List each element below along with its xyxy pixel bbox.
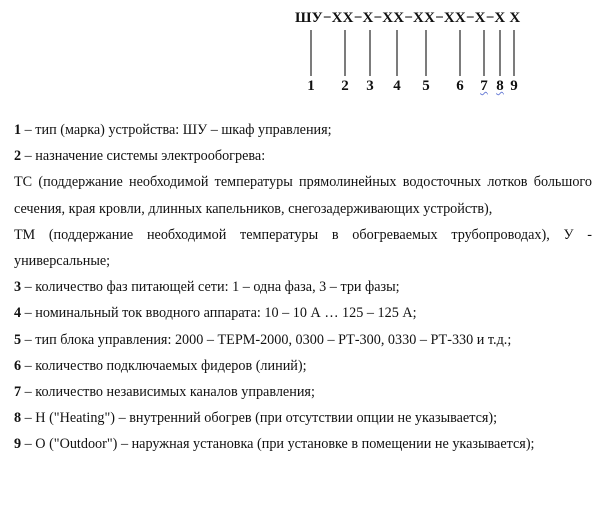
code-number-8: 8 [496, 78, 504, 94]
legend-item-5 [14, 327, 592, 353]
code-number-5: 5 [422, 78, 430, 94]
legend-item-3 [14, 274, 592, 300]
legend-number: 7 [14, 384, 22, 401]
legend-text: – О ("Outdoor") – наружная установка (при установке в помещении не указывается); [21, 436, 535, 453]
legend-number: 5 [14, 331, 22, 348]
legend-item-7 [14, 379, 592, 405]
code-diagram [0, 0, 600, 110]
code-number-6: 6 [456, 78, 464, 94]
legend-item-1 [14, 117, 592, 143]
legend-number: 8 [14, 410, 22, 427]
code-number-7: 7 [480, 78, 488, 94]
legend-item-9 [14, 431, 592, 457]
code-number-3: 3 [366, 78, 374, 94]
legend-text: – тип блока управления: 2000 – ТЕРМ-2000, 0300 – РТ-300, 0330 – РТ-330 и т.д.; [21, 331, 512, 348]
legend-text: – количество подключаемых фидеров (линий); [21, 357, 307, 374]
legend-text: – Н ("Heating") – внутренний обогрев (при отсутствии опции не указывается); [21, 410, 498, 427]
legend-item-6 [14, 353, 592, 379]
legend-item-4 [14, 300, 592, 326]
legend-number: 1 [14, 122, 22, 138]
legend-number: 6 [14, 357, 22, 374]
legend-paragraph-tc [14, 169, 592, 221]
code-number-4: 4 [393, 78, 401, 94]
legend [14, 117, 592, 458]
legend-number: 4 [14, 305, 22, 322]
code-number-9: 9 [510, 78, 518, 94]
legend-text: – тип (марка) устройства: ШУ – шкаф управления; [21, 122, 332, 138]
legend-number: 9 [14, 436, 22, 453]
code-number-2: 2 [341, 78, 349, 94]
legend-text: – назначение системы электрообогрева: [21, 148, 266, 165]
legend-number: 3 [14, 279, 22, 296]
legend-text: ТС (поддержание необходимой температуры прямолинейных водосточных лотков большого сечения, края кровли, длинных капельников, снегозадерживающих устройств), [14, 174, 592, 217]
legend-text: ТМ (поддержание необходимой температуры в обогреваемых трубопроводах), У - универсальные; [14, 226, 592, 270]
legend-text: – количество независимых каналов управления; [21, 384, 315, 401]
legend-paragraph-tm [14, 222, 592, 274]
legend-item-8 [14, 405, 592, 431]
code-number-1: 1 [307, 78, 315, 94]
legend-text: – количество фаз питающей сети: 1 – одна фаза, 3 – три фазы; [21, 279, 400, 296]
legend-number: 2 [14, 148, 22, 165]
legend-text: – номинальный ток вводного аппарата: 10 – 10 А … 125 – 125 А; [21, 305, 417, 322]
code-pattern: ШУ−ХХ−Х−ХХ−ХХ−ХХ−Х−Х Х [295, 10, 521, 26]
legend-item-2 [14, 143, 592, 169]
